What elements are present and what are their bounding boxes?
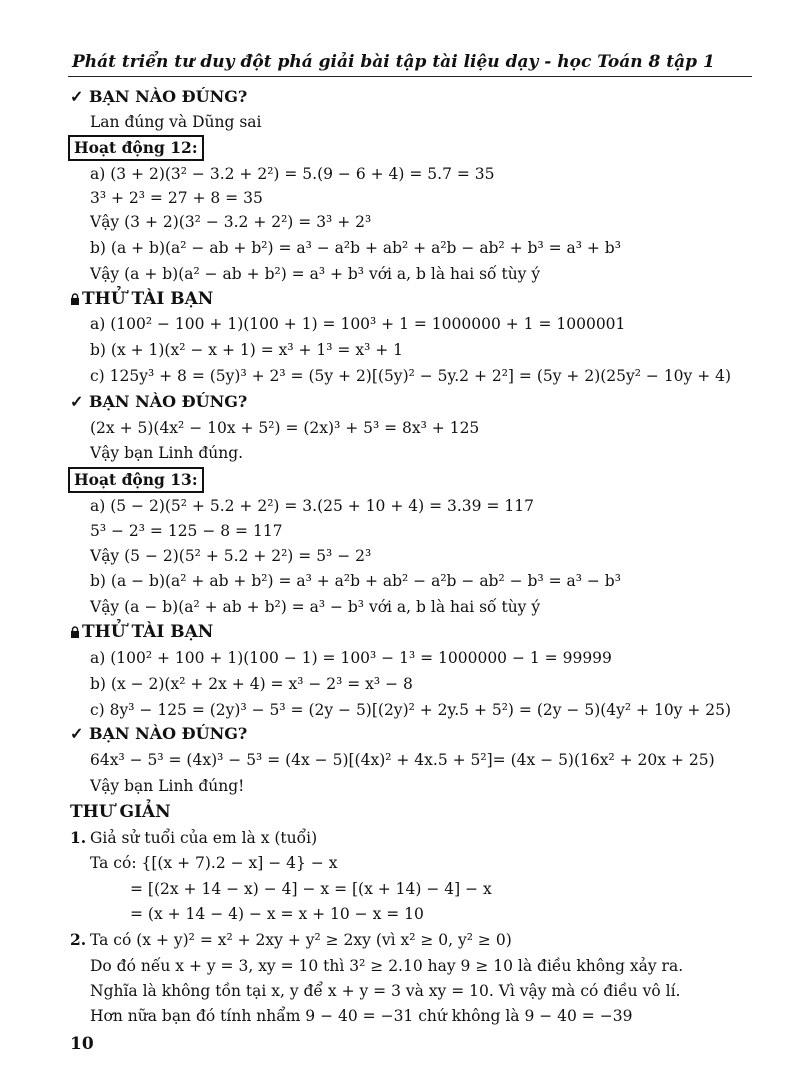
lock-icon xyxy=(70,626,80,638)
answer-line: Vậy bạn Linh đúng. xyxy=(90,444,244,462)
section-title: THƯ GIẢN xyxy=(70,802,171,822)
math-line: Ta có (x + y)² = x² + 2xy + y² ≥ 2xy (vì x² ≥ 0, y² ≥ 0) xyxy=(90,931,512,949)
answer-line: Vậy bạn Linh đúng! xyxy=(90,777,245,795)
math-line: Ta có: {[(x + 7).2 − x] − 4} − x xyxy=(90,854,338,872)
lock-icon xyxy=(70,293,80,305)
math-line: (2x + 5)(4x² − 10x + 5²) = (2x)³ + 5³ = 8x³ + 125 xyxy=(90,419,480,437)
math-line: Vậy (3 + 2)(3² − 3.2 + 2²) = 3³ + 2³ xyxy=(90,213,372,231)
section-title: ✓ BẠN NÀO ĐÚNG? xyxy=(70,724,248,743)
text-line: Do đó nếu x + y = 3, xy = 10 thì 3² ≥ 2.10 hay 9 ≥ 10 là điều không xảy ra. xyxy=(90,957,684,975)
math-line: 3³ + 2³ = 27 + 8 = 35 xyxy=(90,189,263,207)
math-line: Vậy (a + b)(a² − ab + b²) = a³ + b³ với a, b là hai số tùy ý xyxy=(90,265,541,283)
item-number: 2. xyxy=(70,930,87,949)
math-line: Vậy (5 − 2)(5² + 5.2 + 2²) = 5³ − 2³ xyxy=(90,547,372,565)
page-number: 10 xyxy=(70,1034,94,1054)
math-line: b) (a − b)(a² + ab + b²) = a³ + a²b + ab² − a²b − ab² − b³ = a³ − b³ xyxy=(90,572,621,590)
math-line: 5³ − 2³ = 125 − 8 = 117 xyxy=(90,522,283,540)
header-rule xyxy=(68,76,752,77)
math-line: a) (100² − 100 + 1)(100 + 1) = 100³ + 1 = 1000000 + 1 = 1000001 xyxy=(90,315,626,333)
math-line: 64x³ − 5³ = (4x)³ − 5³ = (4x − 5)[(4x)² + 4x.5 + 5²]= (4x − 5)(16x² + 20x + 25) xyxy=(90,751,715,769)
math-line: b) (x + 1)(x² − x + 1) = x³ + 1³ = x³ + 1 xyxy=(90,341,403,359)
math-line: c) 8y³ − 125 = (2y)³ − 5³ = (2y − 5)[(2y)² + 2y.5 + 5²) = (2y − 5)(4y² + 10y + 25) xyxy=(90,701,732,719)
math-line: = (x + 14 − 4) − x = x + 10 − x = 10 xyxy=(130,905,424,923)
text-line: Giả sử tuổi của em là x (tuổi) xyxy=(90,829,318,847)
answer-line: Lan đúng và Dũng sai xyxy=(90,113,262,131)
math-line: b) (a + b)(a² − ab + b²) = a³ − a²b + ab² + a²b − ab² + b³ = a³ + b³ xyxy=(90,239,621,257)
section-title: ✓ BẠN NÀO ĐÚNG? xyxy=(70,392,248,411)
item-number: 1. xyxy=(70,828,87,847)
activity-label: Hoạt động 12: xyxy=(68,135,204,161)
math-line: Vậy (a − b)(a² + ab + b²) = a³ − b³ với a, b là hai số tùy ý xyxy=(90,598,541,616)
text-line: Hơn nữa bạn đó tính nhẩm 9 − 40 = −31 chứ không là 9 − 40 = −39 xyxy=(90,1007,633,1025)
section-title: THỬ TÀI BẠN xyxy=(70,622,213,642)
math-line: b) (x − 2)(x² + 2x + 4) = x³ − 2³ = x³ − 8 xyxy=(90,675,413,693)
activity-label: Hoạt động 13: xyxy=(68,467,204,493)
section-title: ✓ BẠN NÀO ĐÚNG? xyxy=(70,87,248,106)
math-line: a) (3 + 2)(3² − 3.2 + 2²) = 5.(9 − 6 + 4) = 5.7 = 35 xyxy=(90,165,495,183)
section-title: THỬ TÀI BẠN xyxy=(70,289,213,309)
page-header: Phát triển tư duy đột phá giải bài tập tài liệu dạy - học Toán 8 tập 1 xyxy=(72,52,715,72)
math-line: a) (100² + 100 + 1)(100 − 1) = 100³ − 1³ = 1000000 − 1 = 99999 xyxy=(90,649,612,667)
math-line: a) (5 − 2)(5² + 5.2 + 2²) = 3.(25 + 10 + 4) = 3.39 = 117 xyxy=(90,497,534,515)
text-line: Nghĩa là không tồn tại x, y để x + y = 3 và xy = 10. Vì vậy mà có điều vô lí. xyxy=(90,982,681,1000)
math-line: c) 125y³ + 8 = (5y)³ + 2³ = (5y + 2)[(5y)² − 5y.2 + 2²] = (5y + 2)(25y² − 10y + 4) xyxy=(90,367,732,385)
math-line: = [(2x + 14 − x) − 4] − x = [(x + 14) − 4] − x xyxy=(130,880,492,898)
